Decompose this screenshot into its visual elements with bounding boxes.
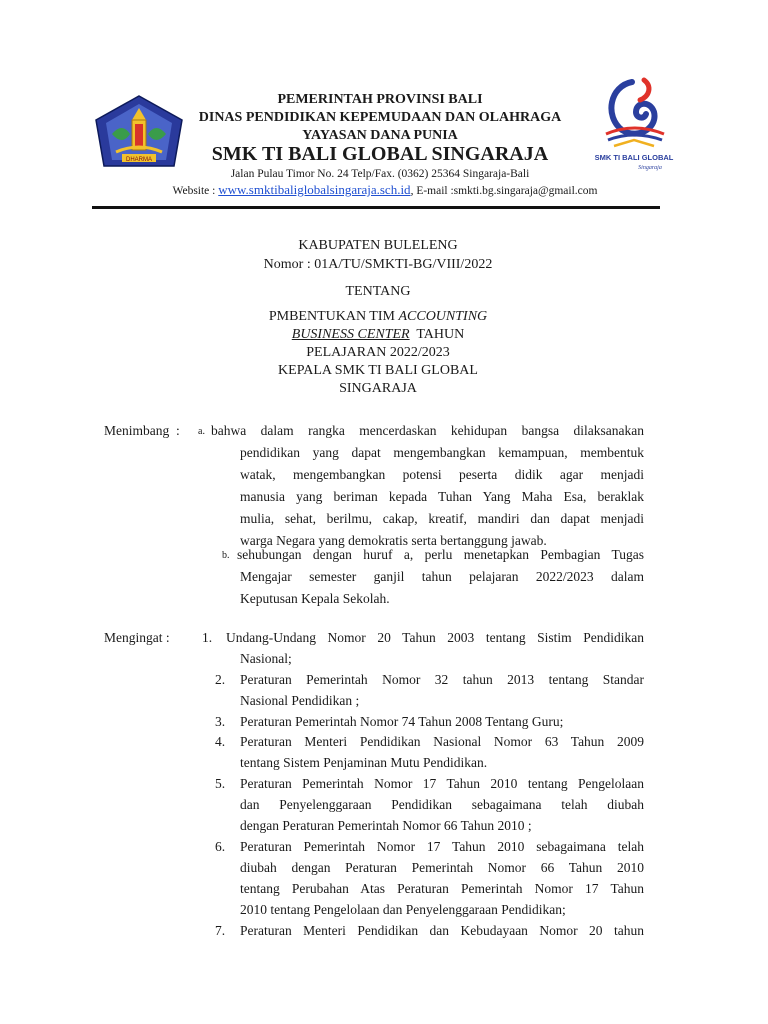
mengingat-item-line: Peraturan Pemerintah Nomor 17 Tahun 2010 sebagaimana telah (240, 839, 644, 854)
smk-ti-bali-global-logo (592, 76, 676, 176)
menimbang-marker-a: a. (198, 426, 205, 437)
website-label: Website : (172, 185, 216, 197)
contact-line (120, 182, 650, 198)
menimbang-a-line: manusia yang beriman kepada Tuhan Yang Maha Esa, beraklak (240, 489, 644, 504)
menimbang-a-line: watak, mengembangkan potensi peserta didik agar menjadi (240, 467, 644, 482)
menimbang-marker-b: b. (222, 550, 230, 561)
mengingat-item-line: Peraturan Menteri Pendidikan Nasional Nomor 63 Tahun 2009 (240, 734, 644, 749)
logo-city-text: Singaraja (638, 165, 662, 171)
mengingat-item-line: Peraturan Menteri Pendidikan dan Kebudayaan Nomor 20 tahun (240, 923, 644, 938)
mengingat-item-line: tentang Sistem Penjaminan Mutu Pendidikan. (240, 755, 488, 770)
mengingat-item-line: Nasional Pendidikan ; (240, 693, 360, 708)
letterhead-line-3: YAYASAN DANA PUNIA (302, 128, 458, 143)
letterhead-line-1: PEMERINTAH PROVINSI BALI (277, 92, 483, 107)
menimbang-a-line: bahwa dalam rangka mencerdaskan kehidupan bangsa dilaksanakan (211, 423, 644, 438)
subject-line-4: KEPALA SMK TI BALI GLOBAL (278, 363, 478, 378)
email-text: , E-mail :smkti.bg.singaraja@gmail.com (410, 185, 598, 197)
menimbang-a-line: warga Negara yang demokratis serta bertanggung jawab. (240, 533, 547, 548)
mengingat-item-number: 4. (215, 734, 226, 749)
mengingat-item-line: tentang Perubahan Atas Peraturan Pemerintah Nomor 17 Tahun (240, 881, 644, 896)
mengingat-item-line: 2010 tentang Pengelolaan dan Penyelenggaraan Pendidikan; (240, 902, 566, 917)
mengingat-item-line: dan Penyelenggaraan Pendidikan sebagaimana telah diubah (240, 797, 644, 812)
mengingat-item-line: dengan Peraturan Pemerintah Nomor 66 Tahun 2010 ; (240, 818, 532, 833)
website-link[interactable]: www.smktibaliglobalsingaraja.sch.id (218, 182, 411, 197)
mengingat-item-line: Undang-Undang Nomor 20 Tahun 2003 tentang Sistim Pendidikan (226, 630, 644, 645)
school-name: SMK TI BALI GLOBAL SINGARAJA (211, 143, 549, 165)
mengingat-item-number: 7. (215, 923, 226, 938)
subject-line-2: BUSINESS CENTER TAHUN (291, 327, 465, 342)
tentang-heading: TENTANG (345, 284, 411, 299)
menimbang-b-line: Keputusan Kepala Sekolah. (240, 591, 390, 606)
mengingat-item-number: 3. (215, 714, 226, 729)
subject-line-1: PMBENTUKAN TIM ACCOUNTING (268, 309, 488, 324)
school-address: Jalan Pulau Timor No. 24 Telp/Fax. (0362) 25364 Singaraja-Bali (230, 168, 530, 180)
mengingat-item-line: Nasional; (240, 651, 292, 666)
letterhead-line-2: DINAS PENDIDIKAN KEPEMUDAAN DAN OLAHRAGA (198, 110, 562, 125)
mengingat-item-number: 5. (215, 776, 226, 791)
letterhead-divider (92, 206, 660, 209)
menimbang-b-line: Mengajar semester ganjil tahun pelajaran 2022/2023 dalam (240, 569, 644, 584)
mengingat-item-number: 6. (215, 839, 226, 854)
menimbang-a-line: pendidikan yang dapat mengembangkan kemampuan, membentuk (240, 445, 644, 460)
kabupaten-heading: KABUPATEN BULELENG (298, 238, 458, 253)
subject-line-3: PELAJARAN 2022/2023 (306, 345, 450, 360)
mengingat-item-line: diubah dengan Peraturan Pemerintah Nomor 66 Tahun 2010 (240, 860, 644, 875)
mengingat-item-number: 2. (215, 672, 226, 687)
logo-school-text: SMK TI BALI GLOBAL (594, 153, 674, 162)
mengingat-item-number: 1. (202, 630, 213, 645)
mengingat-item-line: Peraturan Pemerintah Nomor 17 Tahun 2010 tentang Pengelolaan (240, 776, 644, 791)
subject-line-5: SINGARAJA (339, 381, 417, 396)
menimbang-label: Menimbang : (104, 423, 180, 438)
mengingat-item-line: Peraturan Pemerintah Nomor 74 Tahun 2008 Tentang Guru; (240, 714, 564, 729)
menimbang-b-line: sehubungan dengan huruf a, perlu menetapkan Pembagian Tugas (237, 547, 644, 562)
menimbang-a-line: mulia, sehat, berilmu, cakap, kreatif, mandiri dan dapat menjadi (240, 511, 644, 526)
decree-number: Nomor : 01A/TU/SMKTI-BG/VIII/2022 (263, 257, 493, 272)
logo-motto-text: DHARMA (125, 157, 153, 163)
mengingat-label: Mengingat : (104, 630, 170, 645)
mengingat-item-line: Peraturan Pemerintah Nomor 32 tahun 2013 tentang Standar (240, 672, 644, 687)
bali-province-emblem-logo (94, 94, 184, 174)
